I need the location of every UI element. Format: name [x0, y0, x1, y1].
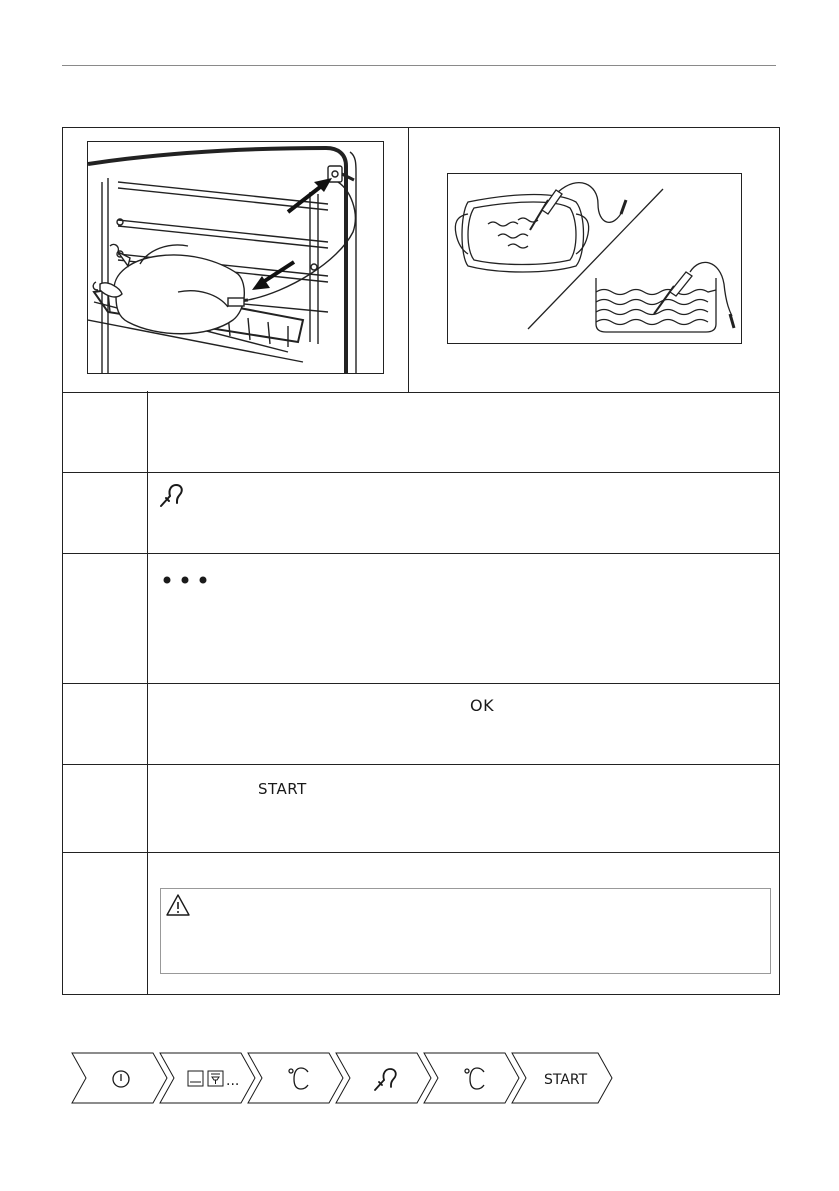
oven-probe-illustration	[87, 141, 384, 374]
step-row-2	[63, 473, 779, 554]
mode-more-dots: ...	[226, 1073, 240, 1089]
header-rule	[62, 65, 776, 66]
sequence-start-label: START	[544, 1072, 588, 1088]
start-button-label: START	[258, 780, 307, 798]
instruction-table	[62, 127, 780, 995]
warning-triangle-icon	[165, 893, 191, 917]
sequence-step-power	[72, 1053, 167, 1103]
sequence-step-temperature-1	[248, 1053, 343, 1103]
step-row-5	[63, 765, 779, 853]
illustration-divider	[408, 128, 409, 392]
step-row-1	[63, 392, 779, 473]
illustration-row	[63, 128, 779, 393]
dish-probe-illustration	[447, 173, 742, 344]
sequence-step-temperature-2	[424, 1053, 519, 1103]
meat-probe-icon	[158, 483, 186, 509]
ok-button-label: OK	[470, 696, 495, 715]
button-sequence	[70, 1052, 630, 1104]
warning-box	[160, 888, 771, 974]
more-dots-icon	[161, 574, 211, 586]
step-row-4	[63, 684, 779, 765]
step-row-3	[63, 554, 779, 684]
